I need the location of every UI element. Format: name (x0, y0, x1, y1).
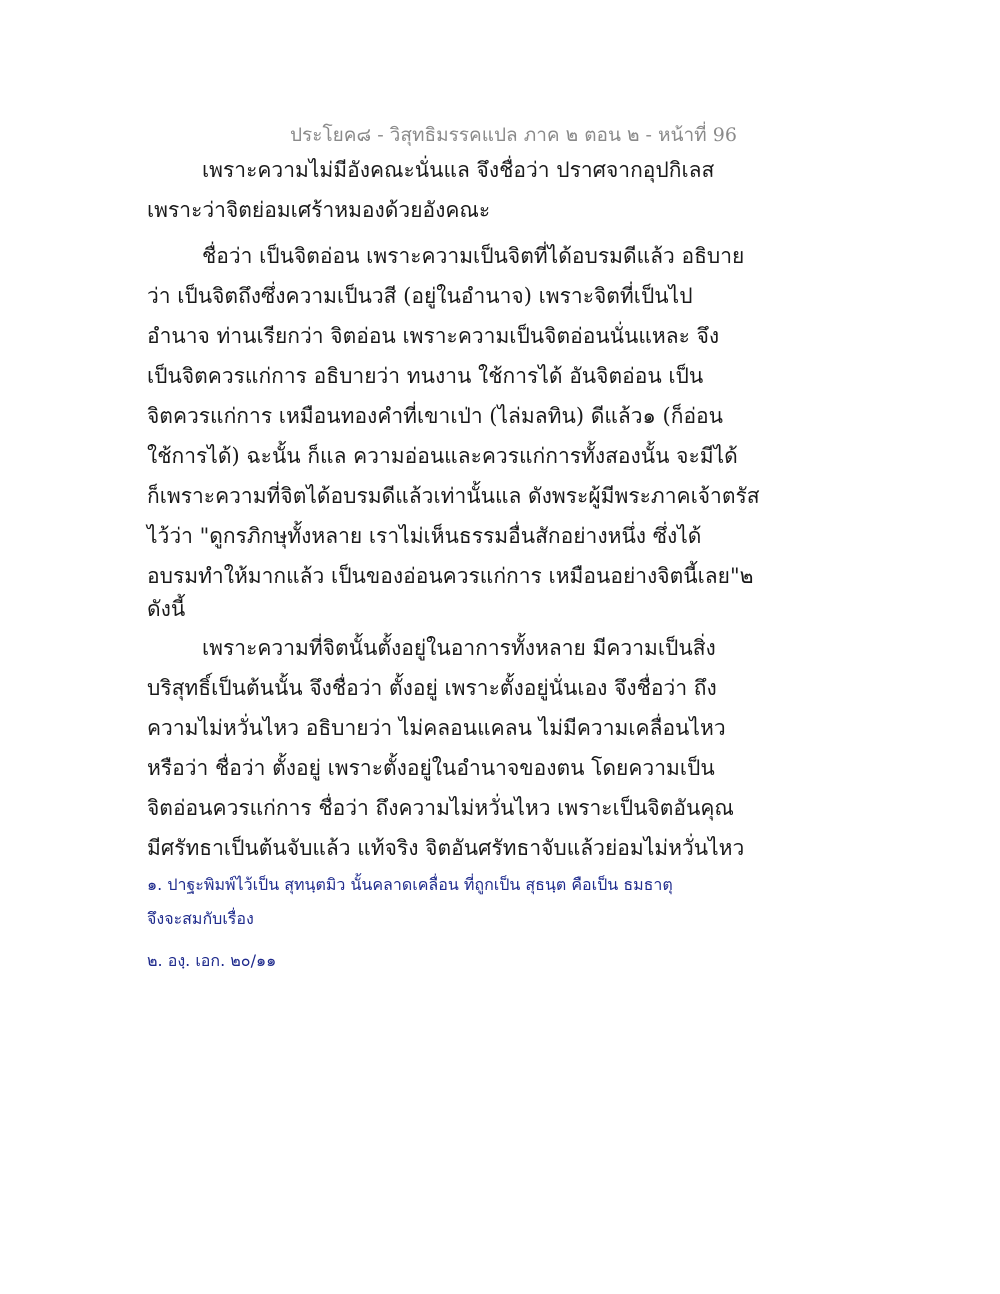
page-header: ประโยค๘ - วิสุทธิมรรคแปล ภาค ๒ ตอน ๒ - หน้าที่ 96 (290, 124, 737, 146)
footnotes (147, 868, 747, 978)
footnote-1-line: จึงจะสมกับเรื่อง (147, 909, 254, 928)
paragraph-line: เป็นจิตควรแก่การ อธิบายว่า ทนงาน ใช้การได้ อันจิตอ่อน เป็น (147, 364, 704, 388)
paragraph-line: ดังนี้ (147, 597, 186, 621)
paragraph-line: อำนาจ ท่านเรียกว่า จิตอ่อน เพราะความเป็นจิตอ่อนนั่นแหละ จึง (147, 324, 720, 348)
paragraph-line: บริสุทธิ์เป็นต้นนั้น จึงชื่อว่า ตั้งอยู่ เพราะตั้งอยู่นั่นเอง จึงชื่อว่า ถึง (147, 676, 717, 700)
paragraph-line: ชื่อว่า เป็นจิตอ่อน เพราะความเป็นจิตที่ได้อบรมดีแล้ว อธิบาย (202, 244, 745, 268)
paragraph-line: จิตอ่อนควรแก่การ ชื่อว่า ถึงความไม่หวั่นไหว เพราะเป็นจิตอันคุณ (147, 796, 734, 820)
paragraph-line: จิตควรแก่การ เหมือนทองคำที่เขาเป่า (ไล่มลทิน) ดีแล้ว๑ (ก็อ่อน (147, 404, 724, 428)
paragraph-line: ว่า เป็นจิตถึงซึ่งความเป็นวสี (อยู่ในอำนาจ) เพราะจิตที่เป็นไป (147, 284, 693, 308)
body-text (147, 150, 760, 868)
footnote-1-line: ๑. ปาฐะพิมพ์ไว้เป็น สุทนฺตมิว นั้นคลาดเคลื่อน ที่ถูกเป็น สุธนฺต คือเป็น ธมธาตุ (147, 875, 673, 894)
paragraph-line: เพราะว่าจิตย่อมเศร้าหมองด้วยอังคณะ (147, 198, 491, 222)
paragraph-line: อบรมทำให้มากแล้ว เป็นของอ่อนควรแก่การ เหมือนอย่างจิตนี้เลย"๒ (147, 564, 754, 588)
paragraph-line: เพราะความไม่มีอังคณะนั่นแล จึงชื่อว่า ปราศจากอุปกิเลส (202, 158, 715, 182)
paragraph-line: ใช้การได้) ฉะนั้น ก็แล ความอ่อนและควรแก่การทั้งสองนั้น จะมีได้ (147, 444, 738, 468)
paragraph-line: เพราะความที่จิตนั้นตั้งอยู่ในอาการทั้งหลาย มีความเป็นสิ่ง (202, 636, 716, 660)
paragraph-line: ความไม่หวั่นไหว อธิบายว่า ไม่คลอนแคลน ไม่มีความเคลื่อนไหว (147, 716, 726, 740)
paragraph-line: มีศรัทธาเป็นต้นจับแล้ว แท้จริง จิตอันศรัทธาจับแล้วย่อมไม่หวั่นไหว (147, 836, 745, 860)
paragraph-line: ก็เพราะความที่จิตได้อบรมดีแล้วเท่านั้นแล ดังพระผู้มีพระภาคเจ้าตรัส (147, 484, 760, 508)
footnote-2: ๒. องฺ. เอก. ๒๐/๑๑ (147, 951, 277, 970)
paragraph-line: ไว้ว่า "ดูกรภิกษุทั้งหลาย เราไม่เห็นธรรมอื่นสักอย่างหนึ่ง ซึ่งได้ (147, 524, 702, 548)
paragraph-line: หรือว่า ชื่อว่า ตั้งอยู่ เพราะตั้งอยู่ในอำนาจของตน โดยความเป็น (147, 756, 715, 780)
